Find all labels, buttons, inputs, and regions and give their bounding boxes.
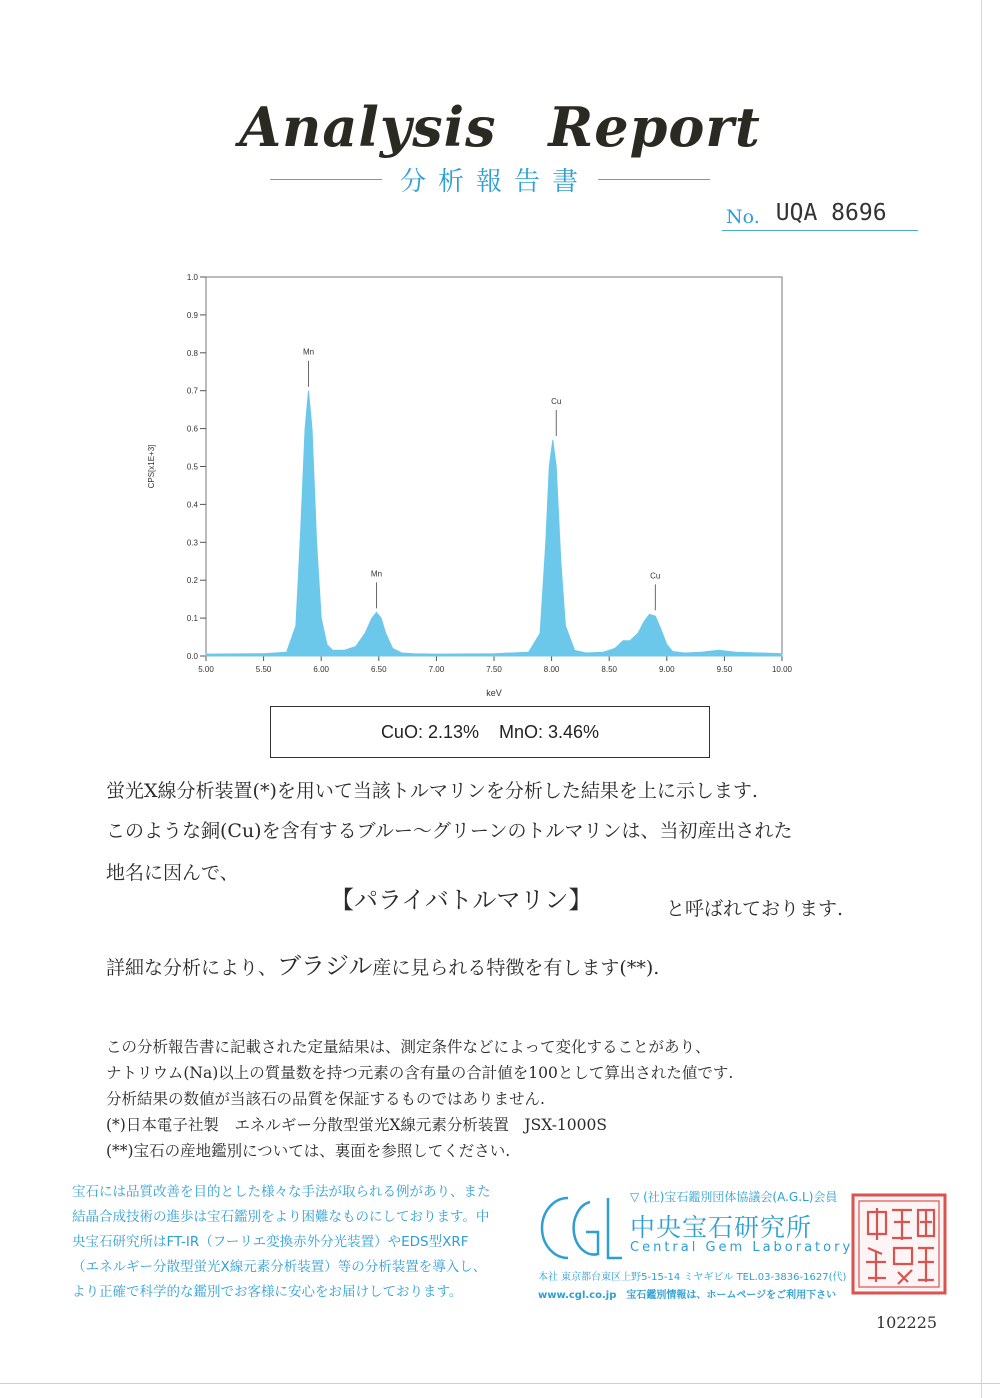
report-number-value: UQA 8696: [775, 200, 887, 226]
y-axis-label: CPS[x1E+3]: [147, 444, 156, 489]
lab-name-en: Central Gem Laboratory: [630, 1240, 854, 1255]
y-tick-label: 0.4: [186, 500, 198, 510]
official-seal-stamp: [850, 1192, 948, 1296]
lab-block: [536, 1184, 866, 1304]
cuo-result: CuO: 2.13%: [380, 721, 479, 742]
origin-country: ブラジル: [277, 952, 373, 980]
body-line-5-suffix: 産に見られる特徴を有します(**).: [372, 957, 660, 979]
note-line: 分析結果の数値が当該石の品質を保証するものではありません.: [106, 1090, 545, 1108]
y-tick-label: 1.0: [186, 273, 198, 282]
x-tick-label: 6.50: [371, 665, 387, 674]
report-title: Analysis Report: [239, 95, 761, 159]
y-tick-label: 0.1: [186, 614, 198, 624]
x-tick-label: 5.00: [198, 665, 214, 674]
y-tick-label: 0.8: [186, 348, 198, 358]
page-edge-bottom: [0, 1383, 1000, 1384]
report-subtitle-row: [270, 162, 710, 196]
peak-label: Mn: [370, 569, 383, 579]
y-tick-label: 0.6: [186, 424, 198, 434]
peak-label: Cu: [551, 396, 562, 406]
note-line: この分析報告書に記載された定量結果は、測定条件などによって変化することがあり、: [106, 1038, 711, 1056]
body-line-2: このような銅(Cu)を含有するブルー～グリーンのトルマリンは、当初産出された: [106, 820, 793, 842]
lab-address: 本社 東京都台東区上野5-15-14 ミヤギビル TEL.03-3836-1627(代): [538, 1272, 847, 1283]
x-tick-label: 7.00: [428, 665, 445, 674]
association-text: (社)宝石鑑別団体協議会(A.G.L)会員: [643, 1190, 838, 1204]
subtitle-rule-left: [270, 179, 382, 180]
report-number-label: No.: [726, 206, 760, 228]
body-line-5-prefix: 詳細な分析により、: [106, 957, 278, 979]
lab-info-note: 宝石には品質改善を目的とした様々な手法が取られる例があり、また結晶合成技術の進歩は宝石鑑別をより困難なものにしております。中央宝石研究所はFT-IR（フーリエ変換赤外分光装置）やEDS型XRF（エネルギー分散型蛍光X線元素分析装置）等の分析装置を導入し、より正確で科学的な鑑別でお客様に安心をお届けしております。: [72, 1184, 491, 1300]
mno-result: MnO: 3.46%: [499, 721, 600, 742]
plot-area: [206, 277, 782, 656]
peak-label: Mn: [302, 347, 315, 357]
body-line-4: と呼ばれております.: [666, 898, 844, 920]
x-tick-label: 9.50: [716, 665, 733, 674]
y-tick-label: 0.7: [186, 386, 198, 396]
serial-number: 102225: [876, 1313, 938, 1332]
report-subtitle: 分析報告書: [400, 166, 591, 197]
subtitle-rule-right: [598, 179, 710, 180]
lab-website: www.cgl.co.jp 宝石鑑別情報は、ホームページをご利用下さい: [538, 1290, 837, 1301]
x-tick-label: 8.00: [543, 665, 560, 674]
y-tick-label: 0.9: [186, 310, 198, 320]
report-number: [722, 198, 918, 231]
y-tick-label: 0.5: [186, 462, 198, 472]
y-tick-label: 0.0: [186, 652, 198, 661]
y-tick-label: 0.2: [186, 576, 198, 586]
page-edge: [981, 0, 982, 1398]
gem-icon: ▽: [630, 1190, 640, 1204]
x-tick-label: 6.00: [313, 665, 329, 674]
disclaimer-notes: [106, 1034, 886, 1164]
x-tick-label: 10.00: [771, 665, 793, 674]
x-tick-label: 7.50: [486, 665, 502, 674]
cgl-logo: [538, 1192, 624, 1264]
note-line: ナトリウム(Na)以上の質量数を持つ元素の含有量の合計値を100として算出された値です.: [106, 1064, 734, 1082]
y-tick-label: 0.3: [186, 538, 198, 548]
note-line: (*)日本電子社製 エネルギー分散型蛍光X線元素分析装置 JSX-1000S: [106, 1116, 607, 1134]
body-line-3: 地名に因んで、: [106, 862, 239, 884]
association-label: [630, 1188, 837, 1205]
composition-result-box: [270, 706, 710, 758]
body-line-1: 蛍光X線分析装置(*)を用いて当該トルマリンを分析した結果を上に示します.: [106, 780, 758, 802]
body-line-5: [106, 946, 886, 981]
x-tick-label: 5.50: [255, 665, 272, 674]
x-tick-label: 9.00: [659, 665, 675, 674]
lab-name-jp: 中央宝石研究所: [630, 1213, 813, 1242]
xrf-spectrum-chart: [140, 260, 820, 700]
x-tick-label: 8.50: [601, 665, 617, 674]
note-line: (**)宝石の産地鑑別については、裏面を参照してください.: [106, 1142, 511, 1160]
gem-name: 【パライバトルマリン】: [330, 886, 593, 914]
peak-label: Cu: [650, 571, 661, 581]
x-axis-label: keV: [486, 688, 502, 698]
